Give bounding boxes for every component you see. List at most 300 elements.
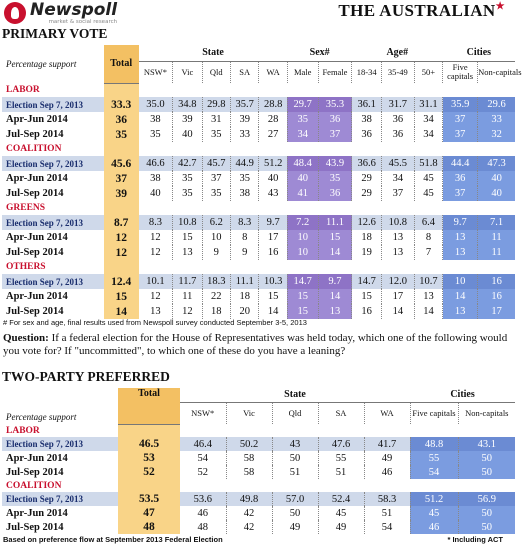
total-value: 12.4 — [104, 274, 139, 289]
value-cell: 13 — [381, 245, 414, 260]
value-cell: 36.6 — [352, 156, 382, 171]
party-group-row — [2, 424, 515, 437]
value-cell: 10.7 — [414, 274, 442, 289]
value-cell: 16 — [478, 289, 515, 304]
data-row — [2, 215, 515, 230]
value-cell: 37 — [202, 171, 230, 186]
value-cell: 10.1 — [139, 274, 173, 289]
party-group-row — [2, 83, 515, 97]
value-cell: 51.2 — [259, 156, 287, 171]
total-cell — [104, 142, 139, 156]
value-cell: 14 — [381, 304, 414, 319]
value-cell: 43 — [259, 186, 287, 201]
value-cell: 29 — [352, 171, 382, 186]
value-cell: 6.2 — [202, 215, 230, 230]
total-cell — [118, 424, 180, 437]
value-cell: 7 — [414, 245, 442, 260]
value-cell: 38 — [352, 112, 382, 127]
data-row — [2, 465, 515, 479]
value-cell: 15 — [318, 230, 352, 245]
data-row — [2, 97, 515, 112]
sub-column-header: NSW* — [143, 66, 167, 77]
value-cell: 45.7 — [202, 156, 230, 171]
value-cell: 15 — [287, 304, 318, 319]
value-cell: 15 — [173, 230, 203, 245]
value-cell: 22 — [202, 289, 230, 304]
sex-age-footnote: # For sex and age, final results used from Newspoll survey conducted September 3-5, 2013 — [3, 318, 307, 327]
value-cell: 58 — [226, 465, 272, 479]
value-cell: 10 — [202, 230, 230, 245]
value-cell: 18 — [202, 304, 230, 319]
sub-column-header: Five capitals — [410, 402, 458, 424]
value-cell: 29.8 — [202, 97, 230, 112]
value-cell: 11.1 — [231, 274, 259, 289]
spacer-cell — [139, 83, 515, 97]
row-label: Jul-Sep 2014 — [6, 306, 64, 317]
value-cell: 10.3 — [259, 274, 287, 289]
question-text: If a federal election for the House of Representatives was held today, which one of the following would you vote for? If "uncommitted", to which one of these do you have a leaning? — [3, 332, 508, 357]
cities-header: Cities — [443, 45, 515, 61]
value-cell: 46.6 — [139, 156, 173, 171]
value-cell: 9 — [202, 245, 230, 260]
value-cell: 50 — [458, 451, 515, 465]
value-cell: 58 — [226, 451, 272, 465]
survey-question — [3, 332, 515, 358]
value-cell: 14 — [318, 245, 352, 260]
value-cell: 46.4 — [180, 437, 226, 451]
value-cell: 15 — [352, 289, 382, 304]
value-cell: 42.7 — [173, 156, 203, 171]
value-cell: 9 — [231, 245, 259, 260]
data-row — [2, 492, 515, 506]
value-cell: 44.9 — [231, 156, 259, 171]
value-cell: 27 — [259, 127, 287, 142]
row-label: Election Sep 7, 2013 — [2, 97, 104, 112]
tpp-table — [2, 388, 515, 534]
party-group-row — [2, 201, 515, 215]
primary-vote-title: PRIMARY VOTE — [2, 26, 108, 41]
value-cell: 12 — [173, 304, 203, 319]
total-cell — [104, 201, 139, 215]
spacer-cell — [180, 479, 515, 492]
value-cell: 50.2 — [226, 437, 272, 451]
value-cell: 35 — [231, 171, 259, 186]
value-cell: 51.2 — [410, 492, 458, 506]
value-cell: 9.7 — [259, 215, 287, 230]
value-cell: 35.0 — [139, 97, 173, 112]
value-cell: 48.4 — [287, 156, 318, 171]
sub-column-header: 50+ — [414, 61, 442, 83]
value-cell: 45 — [414, 186, 442, 201]
value-cell: 40 — [478, 186, 515, 201]
value-cell: 50 — [458, 506, 515, 520]
value-cell: 31.1 — [414, 97, 442, 112]
value-cell: 13 — [173, 245, 203, 260]
sub-column-header: Vic — [226, 402, 272, 424]
value-cell: 11 — [478, 245, 515, 260]
value-cell: 17 — [381, 289, 414, 304]
value-cell: 33 — [478, 112, 515, 127]
value-cell: 39 — [231, 112, 259, 127]
row-label: Election Sep 7, 2013 — [2, 437, 118, 451]
value-cell: 49.8 — [226, 492, 272, 506]
value-cell: 13 — [150, 306, 161, 317]
party-name: GREENS — [6, 203, 46, 213]
sub-column-header: NSW* — [191, 407, 215, 418]
value-cell: 14.7 — [287, 274, 318, 289]
value-cell: 40 — [287, 171, 318, 186]
row-label: Jul-Sep 2014 — [6, 188, 64, 199]
data-row — [2, 245, 515, 260]
value-cell: 40 — [478, 171, 515, 186]
value-cell: 45 — [318, 506, 364, 520]
value-cell: 37 — [443, 112, 478, 127]
row-label: Jul-Sep 2014 — [6, 129, 64, 140]
total-value: 15 — [104, 289, 139, 304]
support-label: Percentage support — [6, 59, 77, 69]
total-value: 12 — [104, 245, 139, 260]
support-label: Percentage support — [6, 412, 77, 422]
value-cell: 37 — [318, 127, 352, 142]
total-value: 52 — [118, 465, 180, 479]
data-row — [2, 230, 515, 245]
value-cell: 8.3 — [139, 215, 173, 230]
value-cell: 18 — [352, 230, 382, 245]
value-cell: 34 — [287, 127, 318, 142]
total-value: 33.3 — [104, 97, 139, 112]
data-row — [2, 274, 515, 289]
value-cell: 35 — [318, 171, 352, 186]
value-cell: 40 — [259, 171, 287, 186]
total-cell — [118, 479, 180, 492]
value-cell: 36 — [352, 127, 382, 142]
data-row — [2, 520, 515, 534]
data-row — [2, 127, 515, 142]
spacer-cell — [180, 424, 515, 437]
value-cell: 45 — [410, 506, 458, 520]
value-cell: 51 — [318, 465, 364, 479]
sex-header: Sex# — [287, 45, 352, 61]
value-cell: 50 — [458, 520, 515, 534]
value-cell: 13 — [443, 230, 478, 245]
value-cell: 48.8 — [410, 437, 458, 451]
value-cell: 31 — [202, 112, 230, 127]
value-cell: 35 — [202, 127, 230, 142]
value-cell: 17 — [259, 230, 287, 245]
value-cell: 51.8 — [414, 156, 442, 171]
value-cell: 45.5 — [381, 156, 414, 171]
value-cell: 8 — [231, 230, 259, 245]
sub-column-header: WA — [259, 61, 287, 83]
row-label: Election Sep 7, 2013 — [2, 492, 118, 506]
value-cell: 50 — [458, 465, 515, 479]
value-cell: 47.6 — [318, 437, 364, 451]
row-label: Election Sep 7, 2013 — [2, 156, 104, 171]
value-cell: 12 — [150, 247, 161, 258]
value-cell: 49 — [364, 451, 410, 465]
value-cell: 13 — [443, 245, 478, 260]
preference-footnote: Based on preference flow at September 2013 Federal Election — [3, 535, 223, 544]
value-cell: 37 — [443, 127, 478, 142]
value-cell: 29.7 — [287, 97, 318, 112]
value-cell: 47.3 — [478, 156, 515, 171]
value-cell: 10.8 — [381, 215, 414, 230]
brand-tagline: market & social research — [48, 19, 118, 25]
value-cell: 13 — [318, 304, 352, 319]
value-cell: 36 — [381, 112, 414, 127]
row-label: Apr-Jun 2014 — [6, 114, 68, 125]
data-row — [2, 304, 515, 319]
value-cell: 14 — [318, 289, 352, 304]
spacer-cell — [139, 142, 515, 156]
value-cell: 41 — [287, 186, 318, 201]
row-label: Apr-Jun 2014 — [6, 452, 68, 464]
value-cell: 14.7 — [352, 274, 382, 289]
total-value: 53.5 — [118, 492, 180, 506]
value-cell: 35 — [287, 112, 318, 127]
value-cell: 38 — [150, 114, 161, 125]
value-cell: 51 — [272, 465, 318, 479]
total-cell — [104, 260, 139, 274]
value-cell: 45 — [414, 171, 442, 186]
sub-column-header: 35-49 — [381, 61, 414, 83]
total-value: 45.6 — [104, 156, 139, 171]
value-cell: 55 — [318, 451, 364, 465]
party-name: LABOR — [6, 425, 40, 436]
party-name: OTHERS — [6, 262, 46, 272]
value-cell: 35 — [202, 186, 230, 201]
value-cell: 56.9 — [458, 492, 515, 506]
value-cell: 58.3 — [364, 492, 410, 506]
value-cell: 50 — [272, 451, 318, 465]
data-row — [2, 451, 515, 465]
party-group-row — [2, 260, 515, 274]
value-cell: 15 — [287, 289, 318, 304]
total-value: 39 — [104, 186, 139, 201]
total-value: 14 — [104, 304, 139, 319]
value-cell: 43.9 — [318, 156, 352, 171]
value-cell: 11 — [478, 230, 515, 245]
act-footnote: * Including ACT — [447, 535, 503, 544]
value-cell: 14 — [443, 289, 478, 304]
value-cell: 36 — [318, 112, 352, 127]
data-row — [2, 171, 515, 186]
value-cell: 52 — [197, 466, 208, 478]
value-cell: 43 — [272, 437, 318, 451]
total-value: 48 — [118, 520, 180, 534]
value-cell: 32 — [478, 127, 515, 142]
value-cell: 54 — [197, 452, 208, 464]
spacer-cell — [139, 201, 515, 215]
masthead-title: THE AUSTRALIAN★ — [338, 1, 505, 20]
row-label: Jul-Sep 2014 — [6, 466, 64, 478]
sub-column-header: Non-capitals — [478, 61, 515, 83]
value-cell: 28.8 — [259, 97, 287, 112]
value-cell: 48 — [197, 521, 208, 533]
data-row — [2, 437, 515, 451]
value-cell: 16 — [478, 274, 515, 289]
value-cell: 18.3 — [202, 274, 230, 289]
row-label: Apr-Jun 2014 — [6, 232, 68, 243]
cities-header: Cities — [410, 388, 515, 402]
value-cell: 37 — [381, 186, 414, 201]
primary-vote-table — [2, 45, 522, 319]
data-row — [2, 156, 515, 171]
party-group-row — [2, 479, 515, 492]
value-cell: 18 — [231, 289, 259, 304]
party-group-row — [2, 142, 515, 156]
value-cell: 33 — [231, 127, 259, 142]
sub-column-header: Qld — [272, 402, 318, 424]
value-cell: 46 — [197, 507, 208, 519]
star-icon: ★ — [495, 1, 505, 12]
value-cell: 34.8 — [173, 97, 203, 112]
age-header: Age# — [352, 45, 443, 61]
data-row — [2, 186, 515, 201]
value-cell: 38 — [150, 173, 161, 184]
value-cell: 8 — [414, 230, 442, 245]
value-cell: 36 — [318, 186, 352, 201]
sub-column-header: SA — [231, 61, 259, 83]
value-cell: 7.1 — [478, 215, 515, 230]
total-value: 12 — [104, 230, 139, 245]
spacer-cell — [139, 260, 515, 274]
value-cell: 10 — [287, 230, 318, 245]
value-cell: 16 — [259, 245, 287, 260]
brand-name: Newspoll — [30, 0, 118, 20]
total-value: 35 — [104, 127, 139, 142]
value-cell: 11 — [173, 289, 203, 304]
row-label: Apr-Jun 2014 — [6, 291, 68, 302]
row-label: Election Sep 7, 2013 — [2, 215, 104, 230]
value-cell: 37 — [443, 186, 478, 201]
row-label: Jul-Sep 2014 — [6, 521, 64, 533]
row-label: Apr-Jun 2014 — [6, 173, 68, 184]
value-cell: 51 — [364, 506, 410, 520]
value-cell: 20 — [231, 304, 259, 319]
sub-column-header: Five capitals — [443, 61, 478, 83]
sub-column-header: Male — [287, 61, 318, 83]
sub-column-header: Non-capitals — [458, 402, 515, 424]
value-cell: 28 — [259, 112, 287, 127]
value-cell: 13 — [443, 304, 478, 319]
data-row — [2, 289, 515, 304]
total-value: 8.7 — [104, 215, 139, 230]
value-cell: 29 — [352, 186, 382, 201]
sub-column-header: Female — [318, 61, 352, 83]
value-cell: 19 — [352, 245, 382, 260]
value-cell: 36 — [381, 127, 414, 142]
value-cell: 36.1 — [352, 97, 382, 112]
data-row — [2, 506, 515, 520]
sub-column-header: WA — [364, 402, 410, 424]
value-cell: 54 — [410, 465, 458, 479]
row-label: Jul-Sep 2014 — [6, 247, 64, 258]
value-cell: 35.7 — [231, 97, 259, 112]
value-cell: 11.7 — [173, 274, 203, 289]
value-cell: 31.7 — [381, 97, 414, 112]
total-header: Total — [104, 45, 139, 83]
value-cell: 57.0 — [272, 492, 318, 506]
value-cell: 16 — [352, 304, 382, 319]
value-cell: 14 — [414, 304, 442, 319]
newspoll-logo — [4, 2, 117, 25]
value-cell: 13 — [381, 230, 414, 245]
total-value: 46.5 — [118, 437, 180, 451]
value-cell: 55 — [410, 451, 458, 465]
value-cell: 40 — [150, 188, 161, 199]
masthead-header — [0, 0, 517, 26]
value-cell: 44.4 — [443, 156, 478, 171]
value-cell: 35 — [173, 171, 203, 186]
total-value: 47 — [118, 506, 180, 520]
value-cell: 35.9 — [443, 97, 478, 112]
value-cell: 15 — [259, 289, 287, 304]
value-cell: 36 — [443, 171, 478, 186]
value-cell: 12 — [150, 291, 161, 302]
row-label: Election Sep 7, 2013 — [2, 274, 104, 289]
value-cell: 34 — [414, 112, 442, 127]
value-cell: 34 — [381, 171, 414, 186]
value-cell: 39 — [173, 112, 203, 127]
value-cell: 6.4 — [414, 215, 442, 230]
value-cell: 42 — [226, 520, 272, 534]
total-value: 37 — [104, 171, 139, 186]
value-cell: 38 — [231, 186, 259, 201]
question-lead: Question: — [3, 332, 49, 344]
tpp-title: TWO-PARTY PREFERRED — [2, 369, 170, 384]
value-cell: 46 — [364, 465, 410, 479]
total-cell — [104, 83, 139, 97]
newspoll-logo-icon — [4, 2, 26, 24]
value-cell: 11.1 — [318, 215, 352, 230]
value-cell: 49 — [318, 520, 364, 534]
value-cell: 9.7 — [443, 215, 478, 230]
value-cell: 46 — [410, 520, 458, 534]
value-cell: 50 — [272, 506, 318, 520]
value-cell: 35 — [150, 129, 161, 140]
value-cell: 35.3 — [318, 97, 352, 112]
total-value: 36 — [104, 112, 139, 127]
party-name: LABOR — [6, 85, 40, 95]
value-cell: 34 — [414, 127, 442, 142]
sub-column-header: Vic — [173, 61, 203, 83]
row-label: Apr-Jun 2014 — [6, 507, 68, 519]
value-cell: 35 — [173, 186, 203, 201]
value-cell: 54 — [364, 520, 410, 534]
value-cell: 40 — [173, 127, 203, 142]
value-cell: 52.4 — [318, 492, 364, 506]
data-row — [2, 112, 515, 127]
party-name: COALITION — [6, 144, 62, 154]
value-cell: 41.7 — [364, 437, 410, 451]
value-cell: 43.1 — [458, 437, 515, 451]
total-value: 53 — [118, 451, 180, 465]
value-cell: 29.6 — [478, 97, 515, 112]
value-cell: 42 — [226, 506, 272, 520]
value-cell: 10.8 — [173, 215, 203, 230]
value-cell: 12.0 — [381, 274, 414, 289]
value-cell: 12 — [150, 232, 161, 243]
value-cell: 53.6 — [180, 492, 226, 506]
value-cell: 8.3 — [231, 215, 259, 230]
value-cell: 13 — [414, 289, 442, 304]
total-header: Total — [118, 388, 180, 424]
value-cell: 9.7 — [318, 274, 352, 289]
state-header: State — [139, 45, 288, 61]
party-name: COALITION — [6, 480, 62, 491]
value-cell: 14 — [259, 304, 287, 319]
